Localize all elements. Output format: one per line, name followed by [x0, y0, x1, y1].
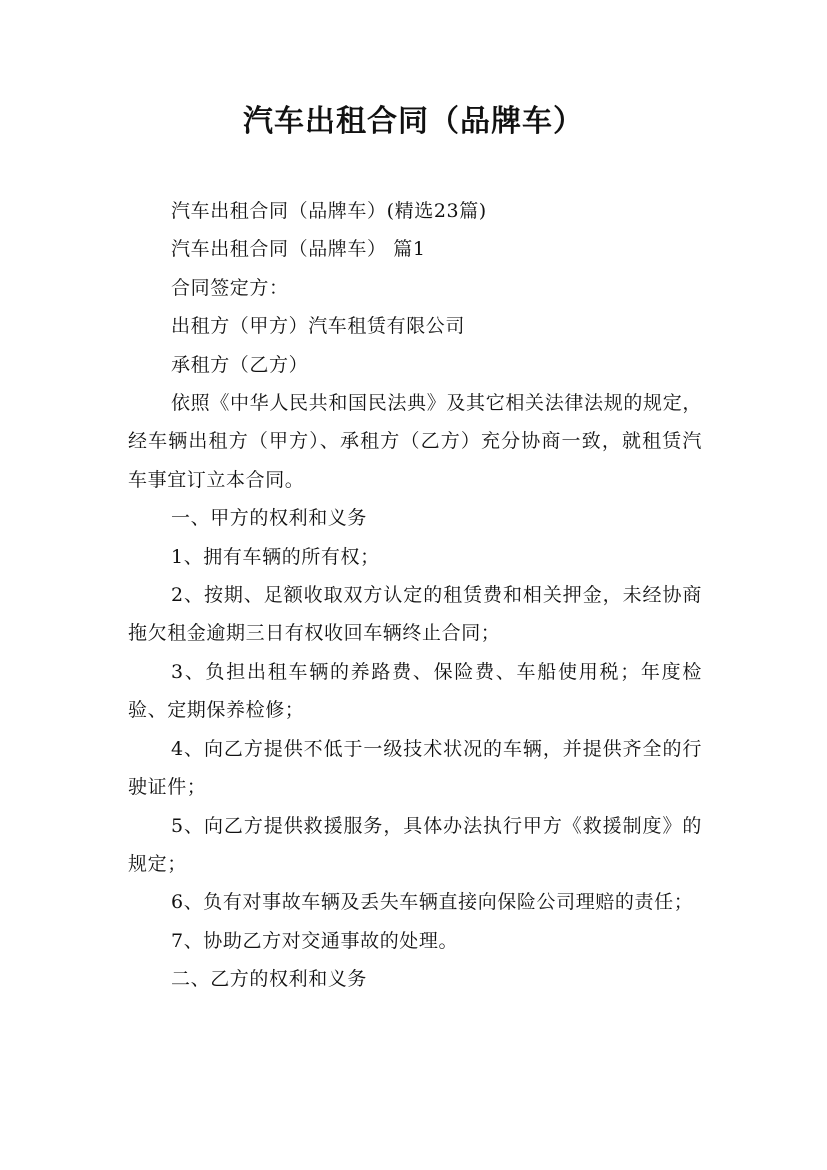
- paragraph-clause-7: 7、协助乙方对交通事故的处理。: [171, 929, 459, 952]
- paragraph-clause-4: 4、向乙方提供不低于一级技术状况的车辆，并提供齐全的行驶证件；: [128, 737, 702, 799]
- document-body: [128, 192, 702, 999]
- paragraph-subtitle: 汽车出租合同（品牌车）(精选23篇): [171, 200, 487, 222]
- paragraph-clause-6: 6、负有对事故车辆及丢失车辆直接向保险公司理赔的责任；: [171, 891, 694, 914]
- paragraph-lessee: 承租方（乙方）: [171, 353, 309, 376]
- paragraph-section-heading: 汽车出租合同（品牌车） 篇1: [171, 238, 426, 261]
- paragraph-clause-2: 2、按期、足额收取双方认定的租赁费和相关押金，未经协商拖欠租金逾期三日有权收回车辆终止合同；: [128, 584, 702, 645]
- paragraph-clause-3: 3、负担出租车辆的养路费、保险费、车船使用税；年度检验、定期保养检修；: [128, 660, 702, 722]
- paragraph-heading-party-b: 二、乙方的权利和义务: [171, 968, 368, 991]
- paragraph-clause-1: 1、拥有车辆的所有权；: [171, 545, 380, 568]
- paragraph-heading-party-a: 一、甲方的权利和义务: [171, 507, 368, 530]
- document-title: 汽车出租合同（品牌车）: [243, 104, 584, 139]
- paragraph-lessor: 出租方（甲方）汽车租赁有限公司: [171, 315, 466, 338]
- paragraph-parties-label: 合同签定方：: [171, 276, 289, 299]
- paragraph-preamble: 依照《中华人民共和国民法典》及其它相关法律法规的规定，经车辆出租方（甲方）、承租方（乙方）充分协商一致，就租赁汽车事宜订立本合同。: [128, 392, 702, 491]
- paragraph-clause-5: 5、向乙方提供救援服务，具体办法执行甲方《救援制度》的规定；: [128, 814, 702, 875]
